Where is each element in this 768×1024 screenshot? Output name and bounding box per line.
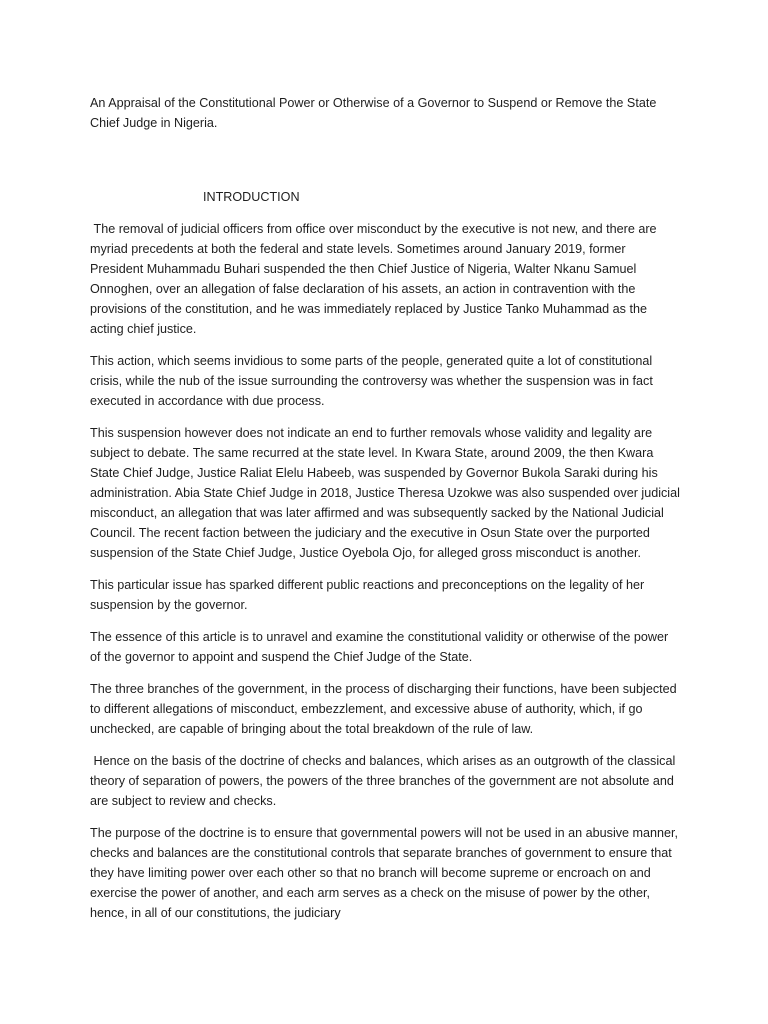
- paragraph-1: The removal of judicial officers from office over misconduct by the executive is not new, and there are myriad precedents at both the federal and state levels. Sometimes around January 2019, former President Muhammadu Buhari suspended the then Chief Justice of Nigeria, Walter Nkanu Samuel Onnoghen, over an allegation of false declaration of his assets, an action in contravention with the provisions of the constitution, and he was immediately replaced by Justice Tanko Muhammad as the acting chief justice.: [90, 222, 661, 336]
- document-title: An Appraisal of the Constitutional Power or Otherwise of a Governor to Suspend or Remove the State Chief Judge in Nigeria.: [90, 96, 657, 130]
- paragraph-4: This particular issue has sparked different public reactions and preconceptions on the legality of her suspension by the governor.: [90, 578, 645, 612]
- paragraph-7: Hence on the basis of the doctrine of checks and balances, which arises as an outgrowth of the classical theory of separation of powers, the powers of the three branches of the government are not absolute and are subject to review and checks.: [90, 754, 679, 808]
- paragraph-5: The essence of this article is to unravel and examine the constitutional validity or otherwise of the power of the governor to appoint and suspend the Chief Judge of the State.: [90, 630, 669, 664]
- paragraph-6: The three branches of the government, in the process of discharging their functions, have been subjected to different allegations of misconduct, embezzlement, and excessive abuse of authority, which, if go unchecked, are capable of bringing about the total breakdown of the rule of law.: [90, 682, 677, 736]
- document-body: [90, 93, 682, 923]
- paragraph-8: The purpose of the doctrine is to ensure that governmental powers will not be used in an abusive manner, checks and balances are the constitutional controls that separate branches of government to ensure that they have limiting power over each other so that no branch will become supreme or encroach on and exercise the power of another, and each arm serves as a check on the misuse of power by the other, hence, in all of our constitutions, the judiciary: [90, 826, 679, 920]
- section-heading: INTRODUCTION: [203, 190, 300, 204]
- paragraph-3: This suspension however does not indicate an end to further removals whose validity and legality are subject to debate. The same recurred at the state level. In Kwara State, around 2009, the then Kwara State Chief Judge, Justice Raliat Elelu Habeeb, was suspended by Governor Bukola Saraki during his administration. Abia State Chief Judge in 2018, Justice Theresa Uzokwe was also suspended over judicial misconduct, an allegation that was later affirmed and was subsequently sacked by the National Judicial Council. The recent faction between the judiciary and the executive in Osun State over the purported suspension of the State Chief Judge, Justice Oyebola Ojo, for alleged gross misconduct is another.: [90, 426, 680, 560]
- paragraph-2: This action, which seems invidious to some parts of the people, generated quite a lot of constitutional crisis, while the nub of the issue surrounding the controversy was whether the suspension was in fact executed in accordance with due process.: [90, 354, 653, 408]
